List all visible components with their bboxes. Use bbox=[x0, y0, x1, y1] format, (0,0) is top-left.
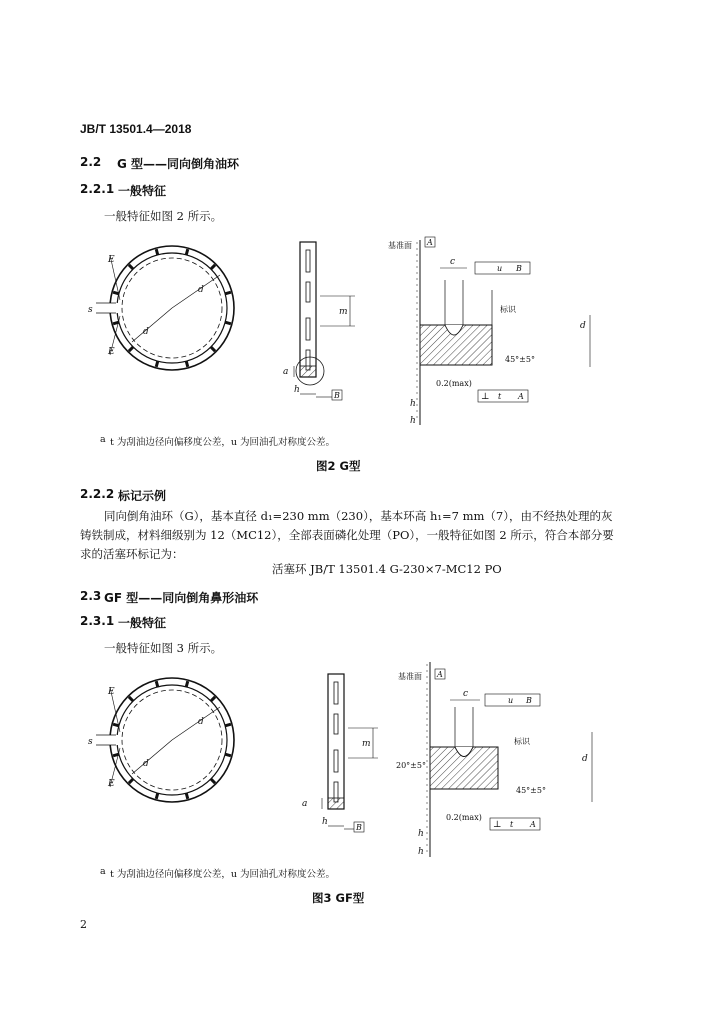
m-label: m bbox=[339, 307, 348, 317]
h1-label: h bbox=[322, 817, 328, 827]
d1-vertical-label: d bbox=[580, 321, 586, 331]
section-2-2-2-number: 2.2.2 bbox=[80, 487, 115, 501]
page-number: 2 bbox=[80, 918, 87, 931]
figure-2-footnote: t 为刮油边径向偏移度公差，u 为回油孔对称度公差。 bbox=[110, 437, 335, 448]
angle-20-label: 20°±5° bbox=[396, 761, 426, 770]
a4-label: a bbox=[302, 799, 308, 809]
e1-top-label: E bbox=[108, 687, 115, 697]
section-2-3-1-number: 2.3.1 bbox=[80, 614, 115, 628]
ring-plan-view bbox=[88, 246, 234, 370]
section-2-2-number: 2.2 bbox=[80, 155, 102, 169]
section-2-3-title: GF 型——同向倒角鼻形油环 bbox=[104, 591, 259, 605]
ring-section-detail bbox=[396, 662, 592, 857]
datum-b-ref: B bbox=[516, 264, 522, 273]
datum-a-ref: A bbox=[530, 820, 536, 829]
d1-label: d bbox=[198, 717, 204, 727]
t-tolerance-label: t bbox=[510, 820, 514, 829]
m-label: m bbox=[362, 739, 371, 749]
u-tolerance-label: u bbox=[508, 696, 514, 705]
section-2-3-number: 2.3 bbox=[80, 589, 102, 603]
e1-bottom-label: E bbox=[108, 347, 115, 357]
s-label: s bbox=[88, 305, 93, 315]
h5-label: h bbox=[410, 399, 416, 409]
c1-label: c bbox=[450, 257, 456, 267]
figure-3-footnote-mark: a bbox=[100, 866, 106, 877]
ring-plan-view bbox=[88, 678, 234, 802]
h5-label: h bbox=[418, 829, 424, 839]
angle-label: 45°±5° bbox=[516, 786, 546, 795]
h4-label: h bbox=[418, 847, 424, 857]
datum-b-ref: B bbox=[526, 696, 532, 705]
datum-surface-label: 基准面 bbox=[388, 241, 412, 250]
figure-3-drawing bbox=[80, 662, 640, 862]
e1-top-label: E bbox=[108, 255, 115, 265]
ring-side-view bbox=[302, 674, 378, 832]
document-id: JB/T 13501.4—2018 bbox=[80, 122, 192, 136]
section-2-3-1-text: 一般特征如图 3 所示。 bbox=[104, 641, 223, 655]
section-2-2-1-title: 一般特征 bbox=[118, 184, 167, 198]
d1-vertical-label: d bbox=[582, 754, 588, 764]
section-2-2-2-title: 标记示例 bbox=[118, 489, 167, 503]
radius-label: 0.2(max) bbox=[446, 813, 482, 822]
datum-a-label: A bbox=[427, 238, 433, 247]
perpendicularity-symbol: ⊥ bbox=[481, 392, 490, 402]
figure-3-caption: 图3 GF型 bbox=[312, 891, 365, 905]
figure-3-footnote: t 为刮油边径向偏移度公差，u 为回油孔对称度公差。 bbox=[110, 869, 335, 880]
mark-label: 标识 bbox=[514, 737, 530, 746]
datum-b-label: B bbox=[356, 823, 362, 832]
marking-example-paragraph: 同向倒角油环（G），基本直径 d₁=230 mm（230），基本环高 h₁=7 mm（7），由不经热处理的灰铸铁制成，材料细级别为 12（MC12），全部表面磷化处理（PO），一般特征如图 2 所示，符合本部分要求的活塞环标记为： bbox=[80, 509, 614, 561]
c1-label: c bbox=[463, 689, 469, 699]
figure-2-footnote-mark: a bbox=[100, 434, 106, 445]
section-2-2-title: G 型——同向倒角油环 bbox=[117, 157, 240, 171]
datum-surface-label: 基准面 bbox=[398, 672, 422, 681]
s-label: s bbox=[88, 737, 93, 747]
datum-a-ref: A bbox=[518, 392, 524, 401]
ring-section-detail bbox=[388, 237, 590, 426]
section-2-2-1-text: 一般特征如图 2 所示。 bbox=[104, 209, 223, 223]
d2-label: d bbox=[143, 759, 149, 769]
d1-label: d bbox=[198, 285, 204, 295]
t-tolerance-label: t bbox=[498, 392, 502, 401]
d2-label: d bbox=[143, 327, 149, 337]
h1-section-label: h bbox=[410, 416, 416, 426]
angle-label: 45°±5° bbox=[505, 355, 535, 364]
a4-label: a bbox=[283, 367, 289, 377]
section-2-3-1-title: 一般特征 bbox=[118, 616, 167, 630]
radius-label: 0.2(max) bbox=[436, 379, 472, 388]
figure-2-drawing bbox=[80, 230, 640, 430]
figure-2-caption: 图2 G型 bbox=[316, 459, 361, 473]
e1-bottom-label: E bbox=[108, 779, 115, 789]
perpendicularity-symbol: ⊥ bbox=[493, 820, 502, 830]
section-2-2-1-number: 2.2.1 bbox=[80, 182, 115, 196]
ring-side-view bbox=[283, 242, 355, 400]
mark-label: 标识 bbox=[500, 305, 516, 314]
datum-b-label: B bbox=[334, 391, 340, 400]
u-tolerance-label: u bbox=[497, 264, 503, 273]
h1-label: h bbox=[294, 385, 300, 395]
marking-example-code: 活塞环 JB/T 13501.4 G-230×7-MC12 PO bbox=[272, 562, 502, 576]
datum-a-label: A bbox=[437, 670, 443, 679]
